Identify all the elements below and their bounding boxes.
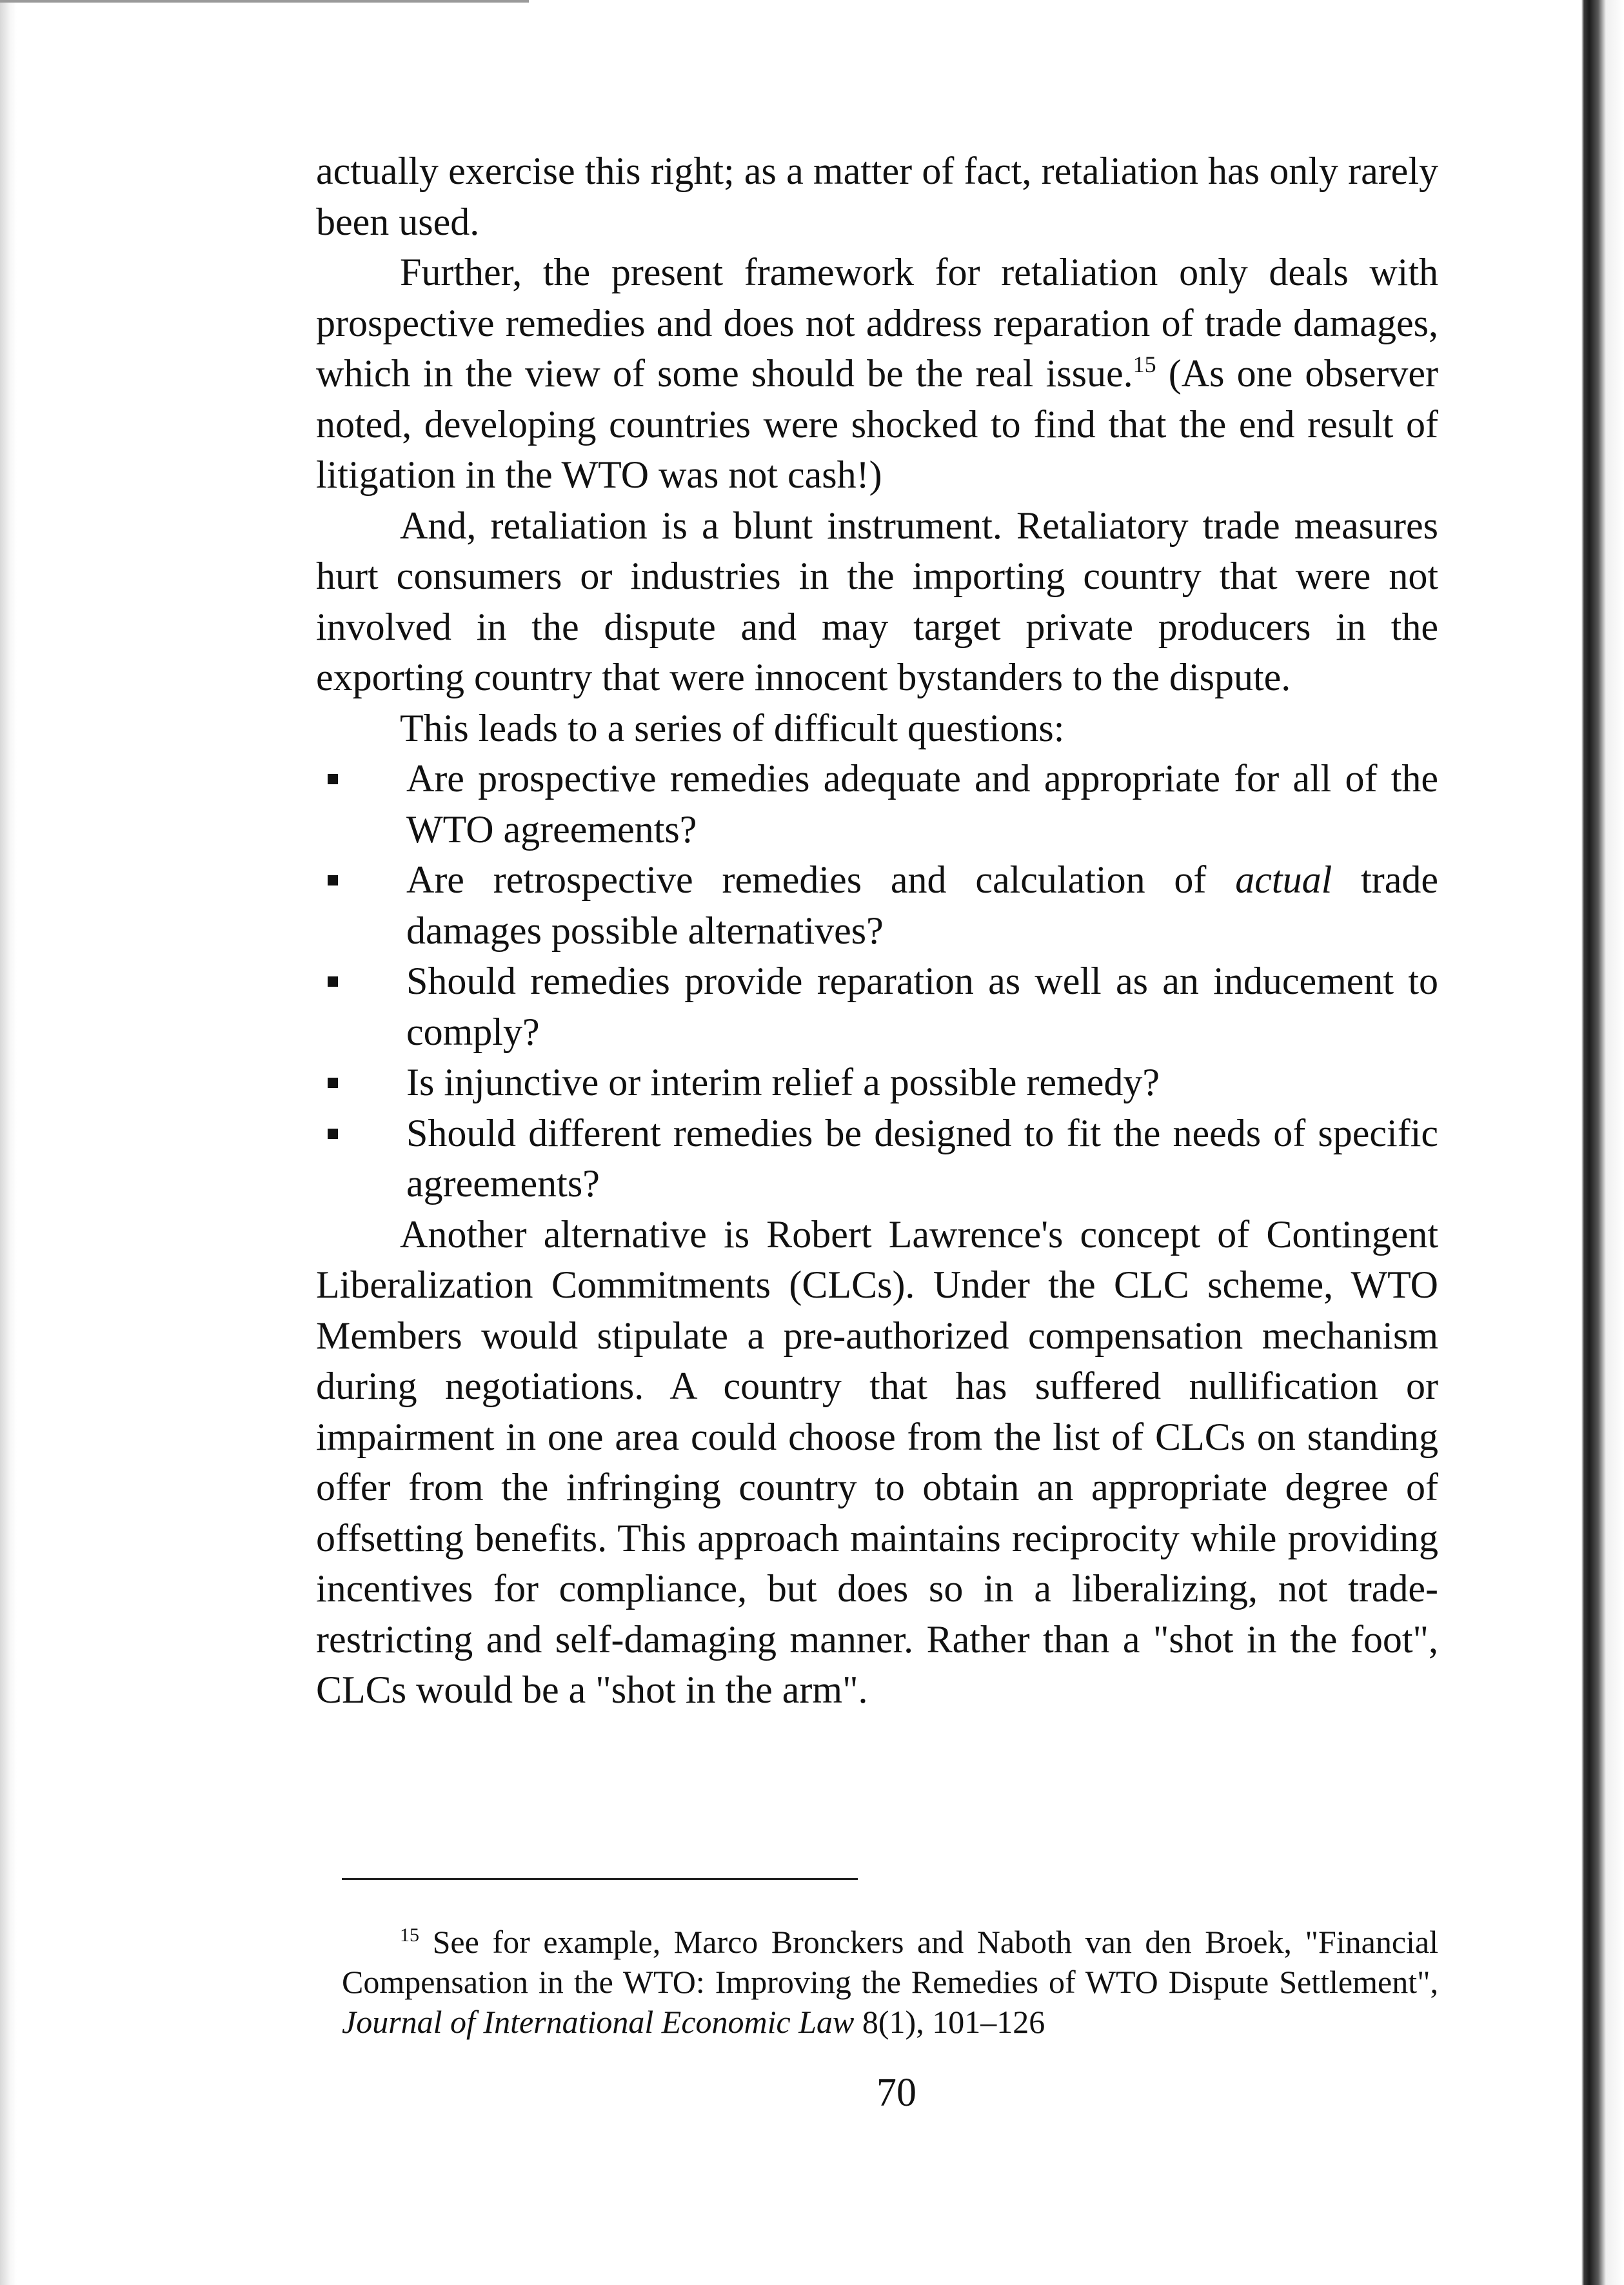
footnote-journal: Journal of International Economic Law: [342, 2004, 855, 2040]
list-item-text: Are retrospective remedies and calculation of: [406, 858, 1207, 901]
list-item-text: Are prospective remedies adequate and appropriate for all of the WTO agreements?: [406, 757, 1438, 851]
scan-edge-top: [0, 0, 529, 3]
list-item: [316, 855, 1438, 956]
square-bullet-icon: [328, 1129, 338, 1139]
list-item-text-tail: trade damages possible alternatives?: [406, 858, 1439, 952]
square-bullet-icon: [328, 875, 338, 885]
scan-edge-left: [0, 0, 17, 2285]
book-binding-edge: [1548, 0, 1624, 2285]
footnote-text: See for example, Marco Bronckers and Naboth van den Broek, "Financial Compensation in the WTO: Improving the Remedies of WTO Dispute Settlement",: [342, 1924, 1439, 2000]
footnote-citation: 8(1), 101–126: [862, 2004, 1045, 2040]
list-item-text: Should different remedies be designed to fit the needs of specific agreements?: [406, 1111, 1438, 1205]
square-bullet-icon: [328, 1078, 338, 1088]
page-number: 70: [876, 2071, 916, 2115]
list-item: [316, 956, 1438, 1057]
paragraph-framework-text: Further, the present framework for retaliation only deals with prospective remedies and does not address reparation of trade damages, which in the view of some should be the real: [316, 251, 1438, 395]
list-item-text: Should remedies provide reparation as well as an inducement to comply?: [406, 960, 1438, 1053]
paragraph-blunt-instrument: And, retaliation is a blunt instrument. Retaliatory trade measures hurt consumers or industries in the importing country that were not involved in the dispute and may target private producers in the exporting country that were innocent bystanders to the dispute.: [316, 504, 1438, 698]
emphasis-actual: actual: [1235, 858, 1332, 901]
paragraph-continuation: actually exercise this right; as a matter of fact, retaliation has only rarely been used.: [316, 150, 1438, 243]
question-list: [316, 753, 1438, 1209]
list-item: [316, 1057, 1438, 1108]
paragraph-clc-concept: Another alternative is Robert Lawrence's concept of Contingent Liberalization Commitments (CLCs). Under the CLC scheme, WTO Members would stipulate a pre-authorized compensation mechanism during negotiations. A country that has suffered nullification or impairment in one area could choose from the list of CLCs on standing offer from the infringing country to obtain an appropriate degree of offsetting benefits. This approach maintains reciprocity while providing incentives for compliance, but does so in a liberalizing, not trade-restricting and self-damaging manner. Rather than a "shot in the foot", CLCs would be a "shot in the arm".: [316, 1212, 1438, 1711]
footnote-divider: [342, 1878, 858, 1880]
square-bullet-icon: [328, 774, 338, 784]
footnote: [342, 1922, 1438, 2042]
paragraph-questions-intro: This leads to a series of difficult questions:: [400, 706, 1065, 749]
paragraph-framework-tail: (As one observer noted, developing countries were shocked to find that the end result of litigation in the WTO was not cash!): [316, 352, 1438, 496]
list-item: [316, 753, 1438, 855]
paragraph-framework: [316, 247, 1438, 500]
list-item: [316, 1108, 1438, 1209]
page-body: [316, 146, 1438, 1716]
square-bullet-icon: [328, 976, 338, 987]
footnote-number: 15: [400, 1924, 419, 1946]
issue-word: issue.: [1045, 352, 1133, 395]
footnote-reference: 15: [1133, 351, 1156, 377]
list-item-text: Is injunctive or interim relief a possible remedy?: [406, 1061, 1160, 1103]
